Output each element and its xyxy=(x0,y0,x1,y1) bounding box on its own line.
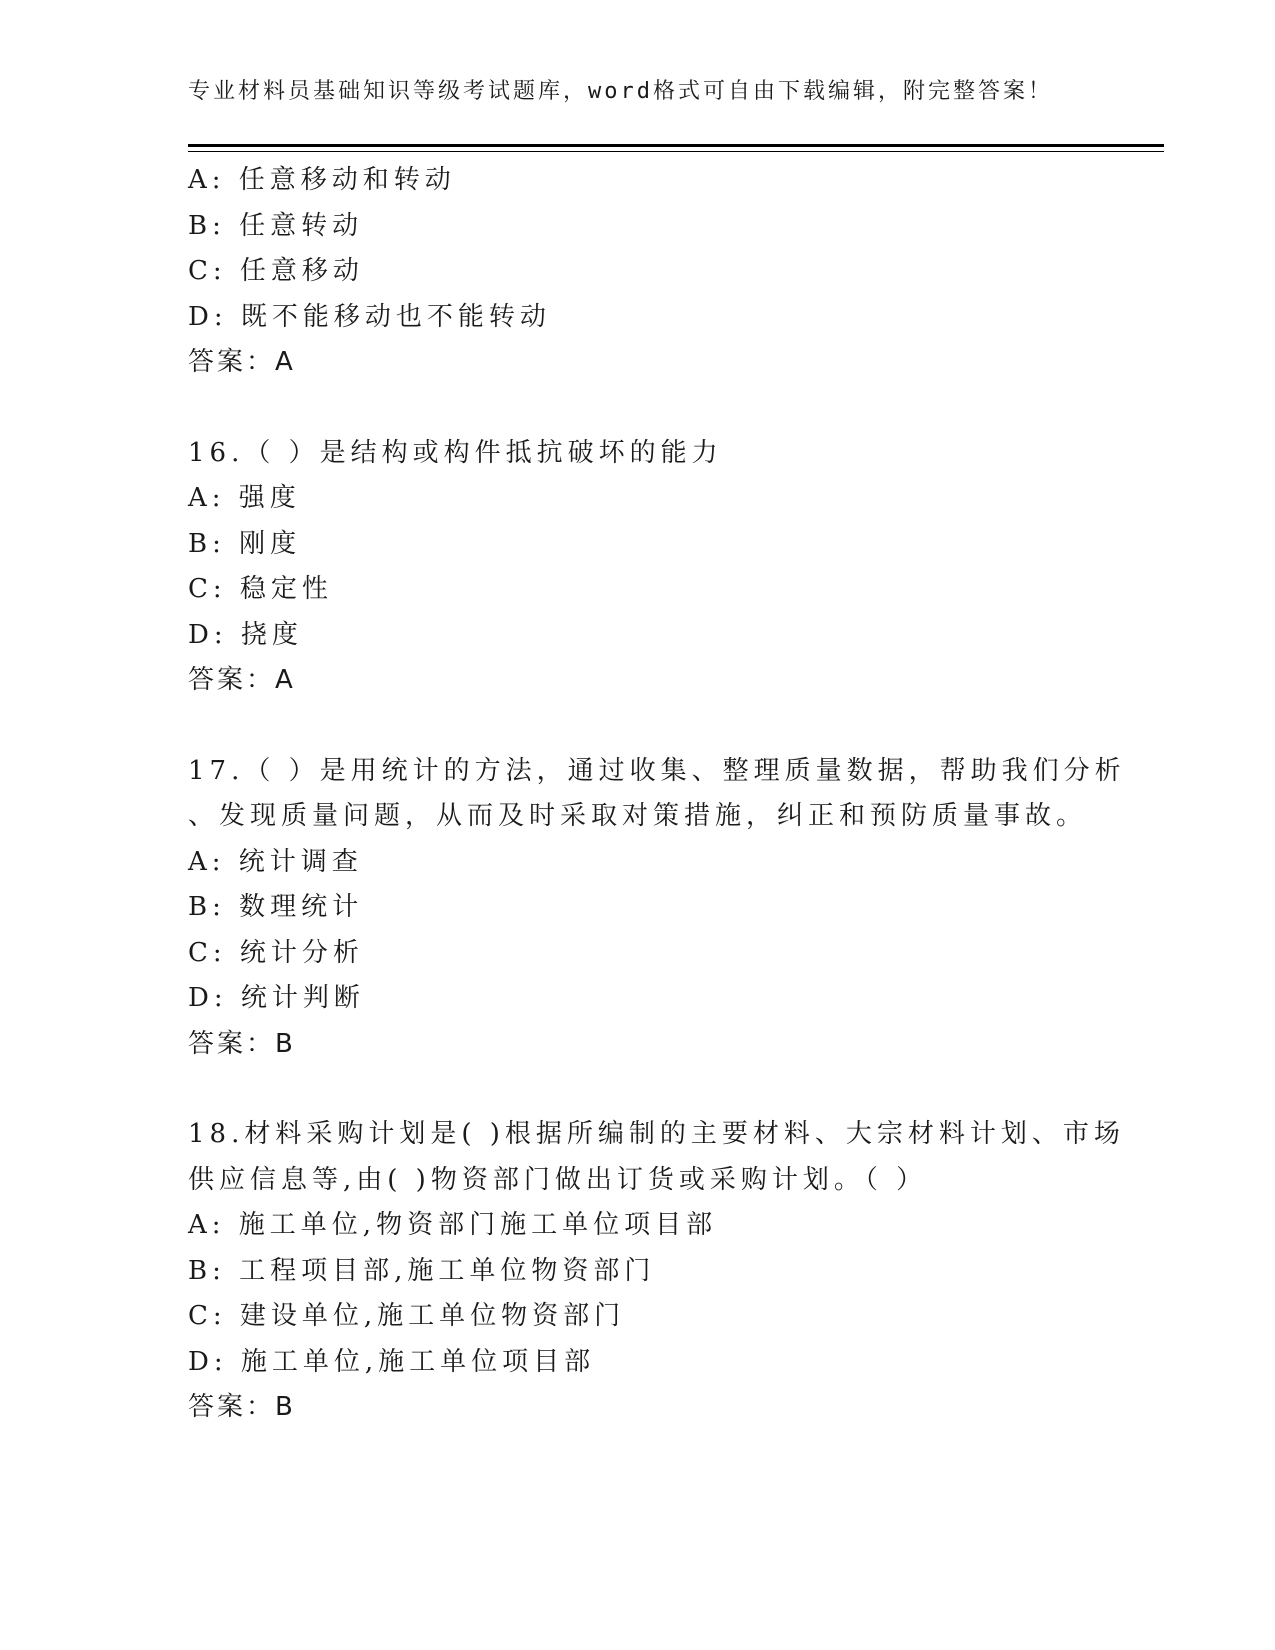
question-stem: 17.（ ）是用统计的方法，通过收集、整理质量数据，帮助我们分析 xyxy=(188,755,1126,786)
question-16 xyxy=(188,431,1088,704)
header-rule-thick xyxy=(188,144,1164,147)
option-d: D: 挠度 xyxy=(188,619,303,650)
answer-line: 答案：A xyxy=(188,347,296,377)
option-c: C: 任意移动 xyxy=(188,256,364,286)
header-rule-thin xyxy=(188,151,1164,152)
option-b: B: 任意转动 xyxy=(188,210,364,241)
question-stem-continued: 、发现质量问题，从而及时采取对策措施，纠正和预防质量事故。 xyxy=(188,801,1088,831)
question-stem: 16.（ ）是结构或构件抵抗破坏的能力 xyxy=(188,437,723,468)
option-d: D: 施工单位,施工单位项目部 xyxy=(188,1346,596,1377)
option-c: C: 统计分析 xyxy=(188,937,364,968)
option-d: D: 统计判断 xyxy=(188,983,365,1013)
option-a: A: 任意移动和转动 xyxy=(188,165,456,195)
option-a: A: 统计调查 xyxy=(188,846,363,877)
answer-line: 答案：A xyxy=(188,665,296,695)
page-header: 专业材料员基础知识等级考试题库，word格式可自由下载编辑，附完整答案！ xyxy=(188,79,1053,104)
option-b: B: 工程项目部,施工单位物资部门 xyxy=(188,1255,656,1286)
option-c: C: 建设单位,施工单位物资部门 xyxy=(188,1301,626,1331)
question-18 xyxy=(188,1112,1125,1431)
option-b: B: 刚度 xyxy=(188,528,302,559)
question-17 xyxy=(188,749,1126,1068)
question-15-continued xyxy=(188,158,1088,386)
answer-line: 答案：B xyxy=(188,1392,296,1422)
option-c: C: 稳定性 xyxy=(188,574,333,604)
answer-line: 答案：B xyxy=(188,1028,296,1059)
option-a: A: 施工单位,物资部门施工单位项目部 xyxy=(188,1210,718,1240)
question-stem: 18.材料采购计划是( )根据所编制的主要材料、大宗材料计划、市场 xyxy=(188,1119,1125,1149)
option-b: B: 数理统计 xyxy=(188,892,364,922)
question-list xyxy=(188,158,1126,1476)
option-d: D: 既不能移动也不能转动 xyxy=(188,301,551,332)
question-stem-continued: 供应信息等,由( )物资部门做出订货或采购计划。（ ） xyxy=(188,1164,928,1195)
option-a: A: 强度 xyxy=(188,483,301,513)
